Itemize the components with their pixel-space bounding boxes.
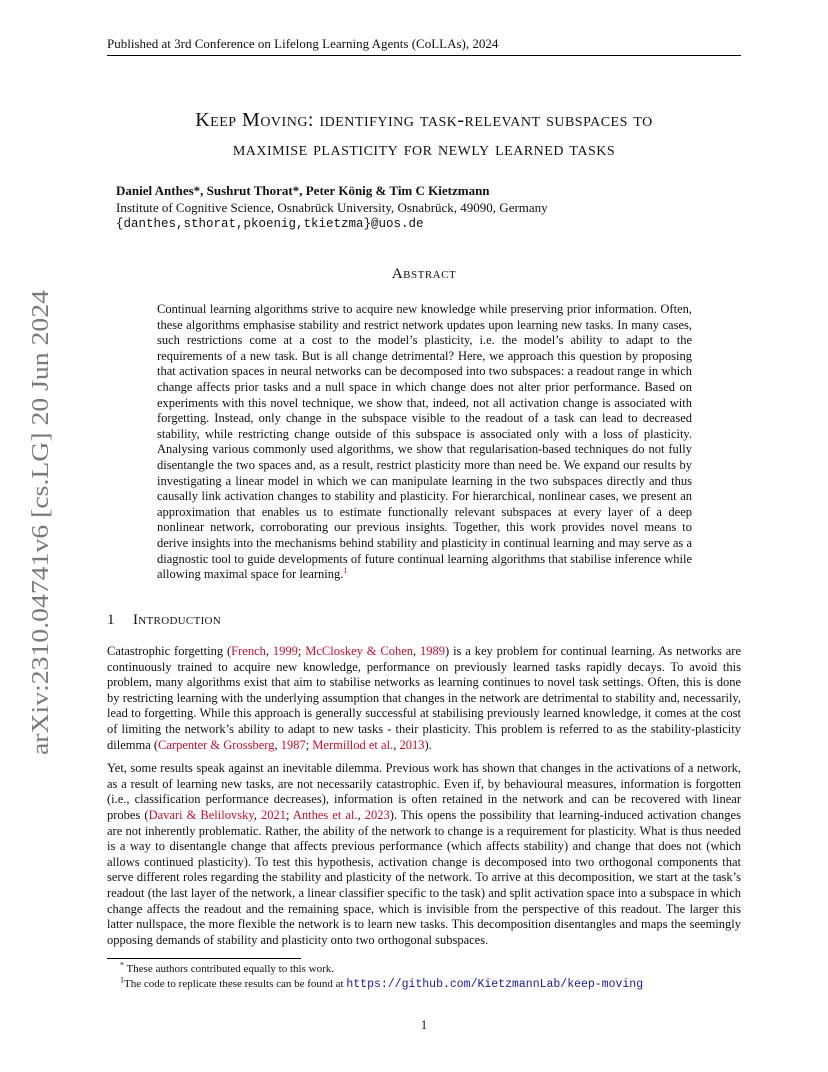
footnote-equal-contribution: * These authors contributed equally to this work.: [120, 960, 334, 975]
section-title: Introduction: [133, 612, 222, 628]
citation-link[interactable]: Carpenter & Grossberg: [158, 737, 275, 752]
introduction-body: [107, 644, 741, 956]
title-line-2: maximise plasticity for newly learned tasks: [232, 138, 616, 160]
citation-year-link[interactable]: 2013: [399, 737, 425, 752]
footnote-code: $^1$The code to replicate these results can be found at https://github.com/KietzmannLab/keep-moving: [120, 975, 644, 991]
citation-link[interactable]: Anthes et al.: [292, 807, 358, 822]
venue-text: Published at 3rd Conference on Lifelong Learning Agents (CoLLAs), 2024: [107, 36, 499, 51]
section-number: 1: [107, 612, 115, 628]
abstract-heading: Abstract: [391, 266, 457, 282]
author-emails: {danthes,sthorat,pkoenig,tkietzma}@uos.de: [116, 217, 424, 231]
title-line-1: Keep Moving: identifying task-relevant subspaces to: [195, 109, 653, 131]
footnote-divider: [107, 958, 301, 959]
citation-year-link[interactable]: 1987: [280, 737, 306, 752]
citation-link[interactable]: McCloskey & Cohen: [305, 644, 414, 658]
citation-link[interactable]: French: [231, 644, 266, 658]
citation-link[interactable]: Mermillod et al.: [312, 737, 394, 752]
intro-paragraph-1: Catastrophic forgetting (French, 1999; McCloskey & Cohen, 1989) is a key problem for continual learning. As networks are continuously trained to acquire new knowledge, performance on previously learned tasks rapidly decays. To avoid this problem, many algorithms exist that aim to stabilise networks as learning continues to novel task settings. Often, this is done by restricting learning with the underlying assumption that changes in the network are detrimental to stability and, necessarily, lead to forgetting. While this approach is generally successful at stabilising previously learned knowledge, it comes at the cost of limiting the network’s ability to adapt to new tasks - their plasticity. This problem is referred to as the stability-plasticity dilemma (Carpenter & Grossberg, 1987; Mermillod et al., 2013).: [107, 644, 742, 752]
author-block: [116, 182, 736, 233]
citation-year-link[interactable]: 1989: [420, 644, 446, 658]
intro-paragraph-2: Yet, some results speak against an inevitable dilemma. Previous work has shown that changes in the activations of a network, as a result of learning new tasks, are not necessarily catastrophic. Even if, by behavioural measures, information is forgotten (i.e., classification performance decreases), information is often retained in the network and can be recovered with linear probes (Davari & Belilovsky, 2021; Anthes et al., 2023). This opens the possibility that learning-induced activation changes are not inherently problematic. Rather, the ability of the network to change is a requirement for plasticity. What is thus needed is a way to disentangle change that affects previous performance (which affects stability) and change that does not (which allows continued plasticity). To test this hypothesis, activation change is decomposed into two orthogonal components that serve different roles regarding the stability and plasticity of the network. To arrive at this decomposition, we start at the task’s readout (the last layer of the network, a linear classifier specific to the task) and split activation space into a subspace in which change affects the readout and the remaining space, which is invisible from the perspective of this readout. The larger this latter nullspace, the more flexible the network is to learn new tasks. This decomposition disentangles and maps the seemingly opposing demands of stability and plasticity onto two orthogonal subspaces.: [107, 761, 741, 947]
code-url-link[interactable]: https://github.com/KietzmannLab/keep-moving: [346, 978, 644, 991]
author-affiliation: Institute of Cognitive Science, Osnabrück University, Osnabrück, 49090, Germany: [116, 200, 548, 215]
citation-year-link[interactable]: 2021: [260, 807, 286, 822]
footnote-mark-link[interactable]: 1: [343, 565, 348, 575]
abstract-body: [157, 302, 692, 583]
citation-link[interactable]: Davari & Belilovsky: [148, 807, 254, 822]
abstract-text: Continual learning algorithms strive to acquire new knowledge while preserving prior information. Often, these algorithms emphasise stability and restrict network updates upon learning new tasks. In many cases, such restrictions come at a cost to the model’s plasticity, i.e. the model’s ability to adapt to the requirements of a new task. But is all change detrimental? Here, we approach this question by proposing that activation spaces in neural networks can be decomposed into two subspaces: a readout range in which change affects prior tasks and a null space in which change does not alter prior performance. Based on experiments with this novel technique, we show that, indeed, not all activation change is associated with forgetting. Instead, only change in the subspace visible to the readout of a task can lead to decreased stability, while restricting change outside of this subspace is associated only with a loss of plasticity. Analysing various commonly used algorithms, we show that regularisation-based techniques do not fully disentangle the two spaces and, as a result, restrict plasticity more than need be. We expand our results by investigating a linear model in which we can manipulate learning in the two subspaces directly and thus causally link activation changes to stability and plasticity. For hierarchical, nonlinear cases, we present an approximation that enables us to estimate functionally relevant subspaces at every layer of a deep nonlinear network, corroborating our previous insights. Together, this work provides novel means to derive insights into the mechanisms behind stability and plasticity in continual learning and may serve as a diagnostic tool to guide developments of future continual learning algorithms that stabilise inference while allowing maximal space for learning.: [157, 302, 692, 582]
arxiv-id-text: arXiv:2310.04741v6 [cs.LG] 20 Jun 2024: [28, 352, 54, 755]
paper-title: [107, 106, 741, 164]
citation-year-link[interactable]: 1999: [272, 644, 298, 658]
citation-year-link[interactable]: 2023: [364, 807, 390, 822]
arxiv-identifier: [26, 290, 56, 760]
section-heading-introduction: [107, 612, 741, 629]
footnotes: [120, 962, 740, 992]
page-number: 1: [420, 1018, 428, 1032]
author-names: Daniel Anthes*, Sushrut Thorat*, Peter König & Tim C Kietzmann: [116, 183, 490, 198]
running-header: [107, 36, 741, 56]
